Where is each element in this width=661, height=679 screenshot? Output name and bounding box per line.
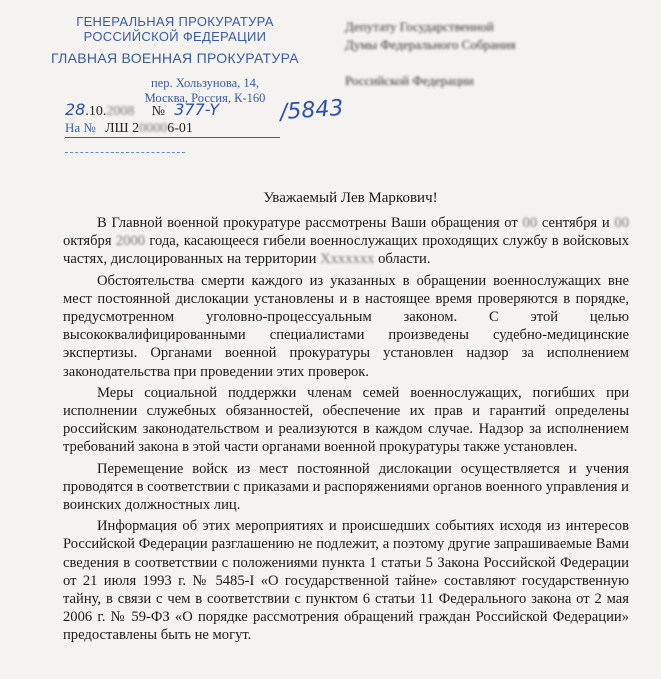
paragraph-3: Меры социальной поддержки членам семей военнослужащих, погибших при исполнении служебных обязанностей, обеспечение их прав и гарантий определены российским законодательством и реализуются в каждом случае. Надзор за исполнением требований закона в этой части органами военной прокуратуры также установлен. xyxy=(63,384,629,456)
paragraph-1 xyxy=(63,214,629,269)
letterhead xyxy=(40,14,310,106)
handwritten-incoming-number: /5843 xyxy=(279,95,345,126)
reference-number-start: ЛШ 2 xyxy=(105,121,140,136)
redacted-ref-part: 0000 xyxy=(139,121,168,136)
redacted-region: Ххххххх xyxy=(320,251,375,268)
paragraph-2: Обстоятельства смерти каждого из указанных в обращении военнослужащих вне мест постоянной дислокации установлены и в настоящее время проверяются в порядке, предусмотренном уголовно-процессуальным законом. С этой целью высококвалифицированными специалистами произведены судебно-медицинские экспертизы. Органами военной прокуратуры установлен надзор за исполнением законодательства при проведении этих проверок. xyxy=(63,272,629,380)
reference-label: На № xyxy=(65,120,96,135)
handwritten-date: 28 xyxy=(65,100,86,119)
p1-part-a: В Главной военной прокуратуре рассмотрены Ваши обращения от xyxy=(97,215,518,231)
addressee-line1: Депутату Государственной xyxy=(345,19,494,34)
addressee-block xyxy=(345,18,516,90)
salutation: Уважаемый Лев Маркович! xyxy=(263,190,438,206)
redacted-day-1: 00 xyxy=(522,215,538,231)
paragraph-4: Перемещение войск из мест постоянной дислокации осуществляется и учения проводятся в соответствии с приказами и распоряжениями органов военного управления и воинских должностных лиц. xyxy=(63,460,629,514)
p1-part-c: октября xyxy=(63,233,112,250)
redacted-day-2: 00 xyxy=(614,215,629,231)
printed-date: .10. xyxy=(85,104,107,119)
letterhead-address-street: пер. Хользунова, 14, xyxy=(150,76,260,90)
letterhead-org-line1: ГЕНЕРАЛЬНАЯ ПРОКУРАТУРА xyxy=(76,14,274,29)
redacted-year: 2008 xyxy=(106,104,135,119)
p1-part-e: области. xyxy=(378,251,431,268)
outgoing-number-label: № xyxy=(151,104,165,119)
paragraph-5: Информация об этих мероприятиях и происшедших событиях исходя из интересов Российской Федерации разглашению не подлежит, а поэтому другие запрашиваемые Вами сведения в соответствии с положениями пункта 1 статьи 5 Закона Российской Федерации от 21 июля 1993 г. № 5485-I «О государственной тайне» составляют государственную тайну, в связи с чем в соответствии с пунктом 6 статьи 11 Федерального закона от 2 мая 2006 г. № 59-ФЗ «О порядке рассмотрения обращений граждан Российской Федерации» предоставлены быть не могут. xyxy=(63,518,629,644)
p1-part-d: года, касающееся гибели военнослужащих проходящих службу в войсковых частях, дислоцированных на территории xyxy=(63,233,629,268)
registration-underline xyxy=(65,137,280,138)
letterhead-dept: ГЛАВНАЯ ВОЕННАЯ ПРОКУРАТУРА xyxy=(51,50,299,66)
letter-body xyxy=(63,214,629,645)
letterhead-org-line2: РОССИЙСКОЙ ФЕДЕРАЦИИ xyxy=(83,29,267,44)
reference-number-end: 6-01 xyxy=(167,121,193,136)
redacted-year: 2000 xyxy=(115,233,146,250)
addressee-line2: Думы Федерального Собрания xyxy=(345,37,516,52)
p1-part-b: сентября и xyxy=(541,215,610,231)
handwritten-outgoing-number: 377-Y xyxy=(174,100,220,119)
registration-ref-row xyxy=(65,120,193,137)
addressee-line3: Российской Федерации xyxy=(345,73,474,88)
dashed-divider xyxy=(65,152,185,153)
letterhead-address-city: Москва, Россия, К-160 xyxy=(144,91,266,105)
registration-date-row xyxy=(65,100,219,120)
